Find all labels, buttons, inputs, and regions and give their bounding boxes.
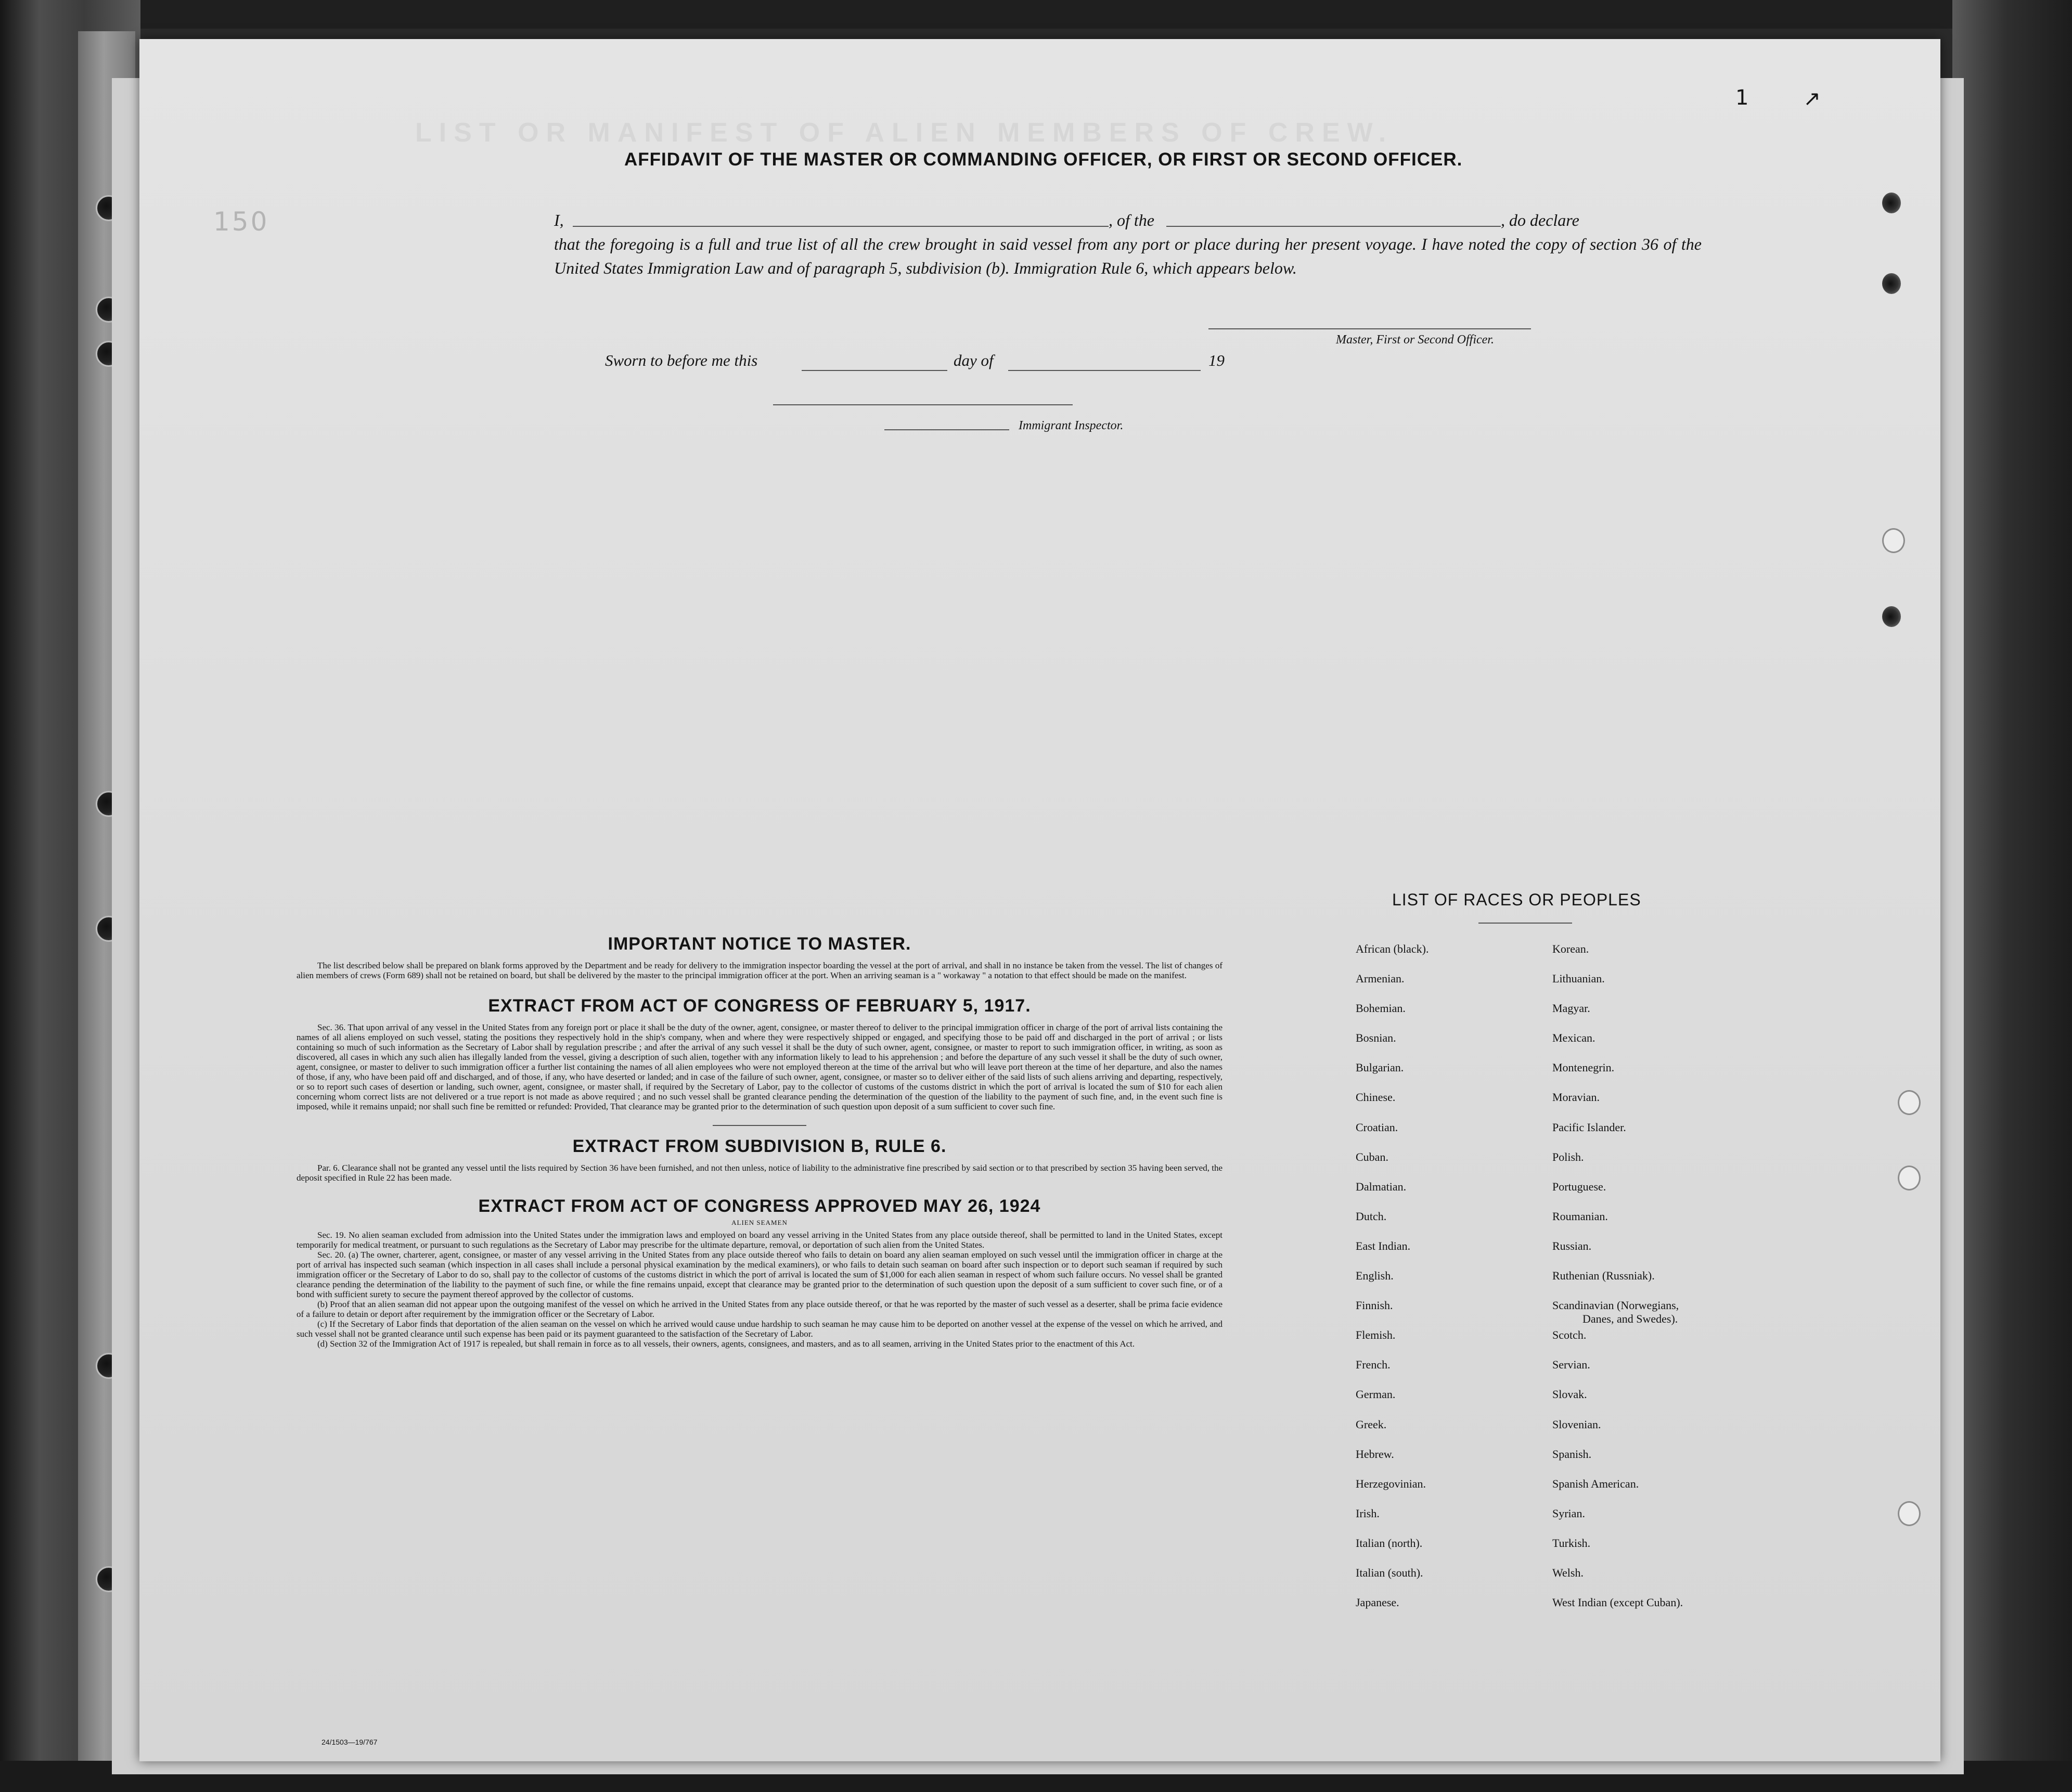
declaration-middle: , of the [1109,211,1154,229]
race-item: Bulgarian. [1356,1061,1404,1074]
important-notice-heading: IMPORTANT NOTICE TO MASTER. [608,934,911,954]
affidavit-text: that the foregoing is a full and true list of all the crew brought in said vessel from any port or place during her present voyage. I have noted the copy of section 36 of the United States Immigration Law and of paragraph 5, subdivision (b). Immigration Rule 6, which appears below. [554,235,1702,277]
declaration-line [554,208,1702,232]
race-item: Roumanian. [1552,1209,1608,1223]
race-item: Bohemian. [1356,1002,1406,1015]
inspector-signature-line [773,404,1073,405]
bleed-through-text: LIST OR MANIFEST OF ALIEN MEMBERS OF CREW. [415,118,1394,148]
corner-tick: 1 [1735,86,1749,110]
declaration-suffix: , do declare [1501,211,1579,229]
act-1924-extract [297,1196,1222,1349]
race-item: Ruthenian (Russniak). [1552,1269,1655,1283]
race-item: Slovak. [1552,1388,1587,1401]
act-1924-paragraph: (c) If the Secretary of Labor finds that deportation of the alien seaman on the vessel on which he arrived would cause undue hardship to such seaman he may cause him to be deported on another vessel at the expense of the vessel on which he arrived, and such vessel shall not be granted clearance until such expense has been paid or its payment guaranteed to the satisfaction of the Secretary of Labor. [297,1319,1222,1339]
race-item-continuation: Danes, and Swedes). [1582,1312,1678,1326]
race-item: Irish. [1356,1506,1380,1520]
race-item: French. [1356,1358,1391,1372]
race-item: Finnish. [1356,1299,1393,1312]
sworn-month-blank [1008,370,1201,371]
race-item: Italian (north). [1356,1536,1423,1550]
race-item: Magyar. [1552,1002,1590,1015]
act-1917-text: Sec. 36. That upon arrival of any vessel in the United States from any foreign port or place it shall be the duty of the owner, agent, consignee, or master thereof to deliver to the principal immigration officer in charge of the port of arrival lists containing the names of all aliens employed on such vessel, stating the positions they respectively hold in the ship's company, when and where they were respectively shipped or engaged, and specifying those to be paid off and discharged in the port of arrival ; or lists containing so much of such information as the Secretary of Labor shall by regulation prescribe ; and after the arrival of any such vessel it shall be the duty of such owner, agent, consignee, or master to report to such immigration officer, in writing, as soon as discovered, all cases in which any such alien has illegally landed from the vessel, giving a description of such alien, together with any information likely to lead to his apprehension ; and before the departure of any such vessel it shall be the duty of such owner, agent, consignee, or master to deliver to such immigration officer a further list containing the names of all alien employees who were not employed thereon at the time of the arrival but who will leave port thereon at the time of her departure, and also the names of those, if any, who have been paid off and discharged, and of those, if any, who have deserted or landed; and in case of the failure of such owner, agent, consignee, or master so to deliver either of the said lists of such aliens arriving and departing, respectively, or so to report such cases of desertion or landing, such owner, agent, consignee, or master shall, if required by the Secretary of Labor, pay to the collector of customs of the customs district in which the port of arrival is located the sum of $10 for each alien concerning whom correct lists are not delivered or a true report is not made as above required ; and no such vessel shall be granted clearance pending the determination of the question of the liability to the payment of such fine, and, in the event such fine is imposed, while it remains unpaid; nor shall such fine be remitted or refunded: Provided, That clearance may be granted prior to the determination of such question upon deposit of a sum sufficient to cover such fine. [297,1022,1222,1111]
race-item: German. [1356,1388,1396,1401]
sworn-day-label: day of [954,351,994,369]
act-1924-subheading: ALIEN SEAMEN [731,1219,788,1226]
important-notice-text: The list described below shall be prepared on blank forms approved by the Department and be ready for delivery to the immigration inspector boarding the vessel at the port of arrival, and shall in no instance be taken from the vessel. The list of changes of alien members of crews (Form 689) shall not be retained on board, but shall be delivered by the master to the principal immigration officer at the port. When an arriving seaman is a " workaway " a notation to that effect should be made on the manifest. [297,961,1222,980]
act-1924-paragraph: Sec. 20. (a) The owner, charterer, agent, consignee, or master of any vessel arriving in the United States from any place outside thereof who fails to detain on board any alien seaman employed on such vessel until the immigration officer in charge at the port of arrival has inspected such seaman (which inspection in all cases shall include a personal physical examination by the medical examiners), or who fails to detain such seaman on board after such inspection or to deport such seaman if required by such immigration officer or the Secretary of Labor to do so, shall pay to the collector of customs of the customs district in which the port of arrival is located the sum of $1,000 for each alien seaman in respect of whom such failure occurs. No vessel shall be granted clearance pending the determination of the liability to the payment of such fine, or while the fine remains unpaid, except that clearance may be granted prior to the determination of such question upon the deposit of a sum sufficient to cover such fine, or of a bond with sufficient surety to secure the payment thereof approved by the collector of customs. [297,1250,1222,1299]
race-item: Chinese. [1356,1091,1396,1104]
race-item: Lithuanian. [1552,972,1605,985]
signature-caption: Master, First or Second Officer. [1336,333,1494,347]
name-blank-line [573,226,1109,227]
race-item: Croatian. [1356,1120,1398,1134]
rule-6-extract [297,1136,1222,1183]
sworn-prefix: Sworn to before me this [605,351,758,369]
act-1924-paragraph: (d) Section 32 of the Immigration Act of 1917 is repealed, but shall remain in force as to all vessels, their owners, agents, consignees, and masters, and as to all seamen, arriving in the United States prior to the enactment of this Act. [317,1339,1135,1349]
race-item: Welsh. [1552,1566,1584,1579]
race-item: Pacific Islander. [1552,1120,1626,1134]
punch-hole-outline [1898,1166,1921,1191]
act-1917-extract [297,996,1222,1111]
sworn-line [605,351,1281,377]
race-item: African (black). [1356,942,1429,955]
races-column-right [1552,942,1683,1625]
form-number: 24/1503—19/767 [321,1738,378,1746]
manifest-page [139,39,1940,1761]
act-1924-heading: EXTRACT FROM ACT OF CONGRESS APPROVED MAY 26, 1924 [478,1196,1041,1216]
scanner-frame-top [0,0,2072,29]
race-item: Bosnian. [1356,1031,1396,1045]
punch-hole-outline [1898,1501,1921,1526]
race-item: Mexican. [1552,1031,1595,1045]
race-item: Dalmatian. [1356,1180,1407,1193]
race-item: English. [1356,1269,1394,1283]
race-item: West Indian (except Cuban). [1552,1596,1683,1609]
race-item: Turkish. [1552,1536,1591,1550]
race-item: Dutch. [1356,1209,1387,1223]
page-number: 150 [213,207,269,237]
race-item: Scotch. [1552,1328,1587,1342]
race-item: Hebrew. [1356,1447,1394,1461]
vessel-blank-line [1166,226,1501,227]
punch-hole-outline [1898,1090,1921,1115]
race-item: Flemish. [1356,1328,1396,1342]
race-item-line: Scandinavian (Norwegians, [1552,1299,1679,1312]
affidavit-declaration [554,208,1702,280]
races-list-title: LIST OF RACES OR PEOPLES [1392,890,1641,909]
important-notice [297,934,1222,980]
punch-hole [1882,273,1901,294]
race-item: Montenegrin. [1552,1061,1615,1074]
race-item: Portuguese. [1552,1180,1606,1193]
section-divider [713,1125,806,1126]
race-item: Russian. [1552,1239,1592,1252]
race-item: Spanish American. [1552,1477,1639,1490]
affidavit-title: AFFIDAVIT OF THE MASTER OR COMMANDING OFFICER, OR FIRST OR SECOND OFFICER. [624,149,1463,170]
race-item: Japanese. [1356,1596,1399,1609]
race-item: Herzegovinian. [1356,1477,1426,1490]
act-1924-paragraph: Sec. 19. No alien seaman excluded from admission into the United States under the immigration laws and employed on board any vessel arriving in the United States from any place outside thereof, shall be permitted to land in the United States, except temporarily for medical treatment, or pursuant to such regulations as the Secretary of Labor may prescribe for the ultimate departure, removal, or deportation of such alien from the United States. [297,1230,1222,1250]
scanner-frame-right [1952,0,2072,1792]
race-item: Armenian. [1356,972,1405,985]
inspector-title-line [884,429,1009,430]
notices-column [297,934,1222,1362]
act-1924-paragraph: (b) Proof that an alien seaman did not appear upon the outgoing manifest of the vessel on which he arrived in the United States from any place outside thereof, or that he was reported by the master of such vessel as a deserter, shall be prima facie evidence of a failure to detain or deport after requirement by the immigration officer or the Secretary of Labor. [297,1299,1222,1319]
punch-hole-outline [1882,528,1905,553]
rule-6-text: Par. 6. Clearance shall not be granted any vessel until the lists required by Section 36 have been furnished, and not then unless, notice of liability to the administrative fine prescribed by said section or to that prescribed by section 35 having been served, the deposit specified in Rule 22 has been made. [297,1163,1222,1183]
race-item-multiline [1552,1298,1683,1328]
act-1917-heading: EXTRACT FROM ACT OF CONGRESS OF FEBRUARY 5, 1917. [488,996,1031,1016]
race-item: Spanish. [1552,1447,1592,1461]
races-column-left [1356,942,1428,1625]
race-item: Moravian. [1552,1091,1600,1104]
race-item: Syrian. [1552,1506,1585,1520]
signature-line [1208,328,1531,329]
race-item: Korean. [1552,942,1589,955]
sworn-date-blank [802,370,947,371]
races-title-rule [1478,923,1572,924]
punch-hole [1882,606,1901,627]
race-item: Italian (south). [1356,1566,1423,1579]
race-item: Servian. [1552,1358,1590,1372]
race-item: Cuban. [1356,1150,1388,1163]
corner-mark: ↗ [1803,87,1821,111]
sworn-year: 19 [1208,351,1225,369]
race-item: Slovenian. [1552,1417,1601,1431]
declaration-prefix: I, [554,211,564,229]
punch-hole [1882,193,1901,213]
race-item: East Indian. [1356,1239,1411,1252]
inspector-caption: Immigrant Inspector. [1019,419,1124,432]
race-item: Polish. [1552,1150,1584,1163]
race-item: Greek. [1356,1417,1387,1431]
rule-6-heading: EXTRACT FROM SUBDIVISION B, RULE 6. [572,1136,947,1156]
